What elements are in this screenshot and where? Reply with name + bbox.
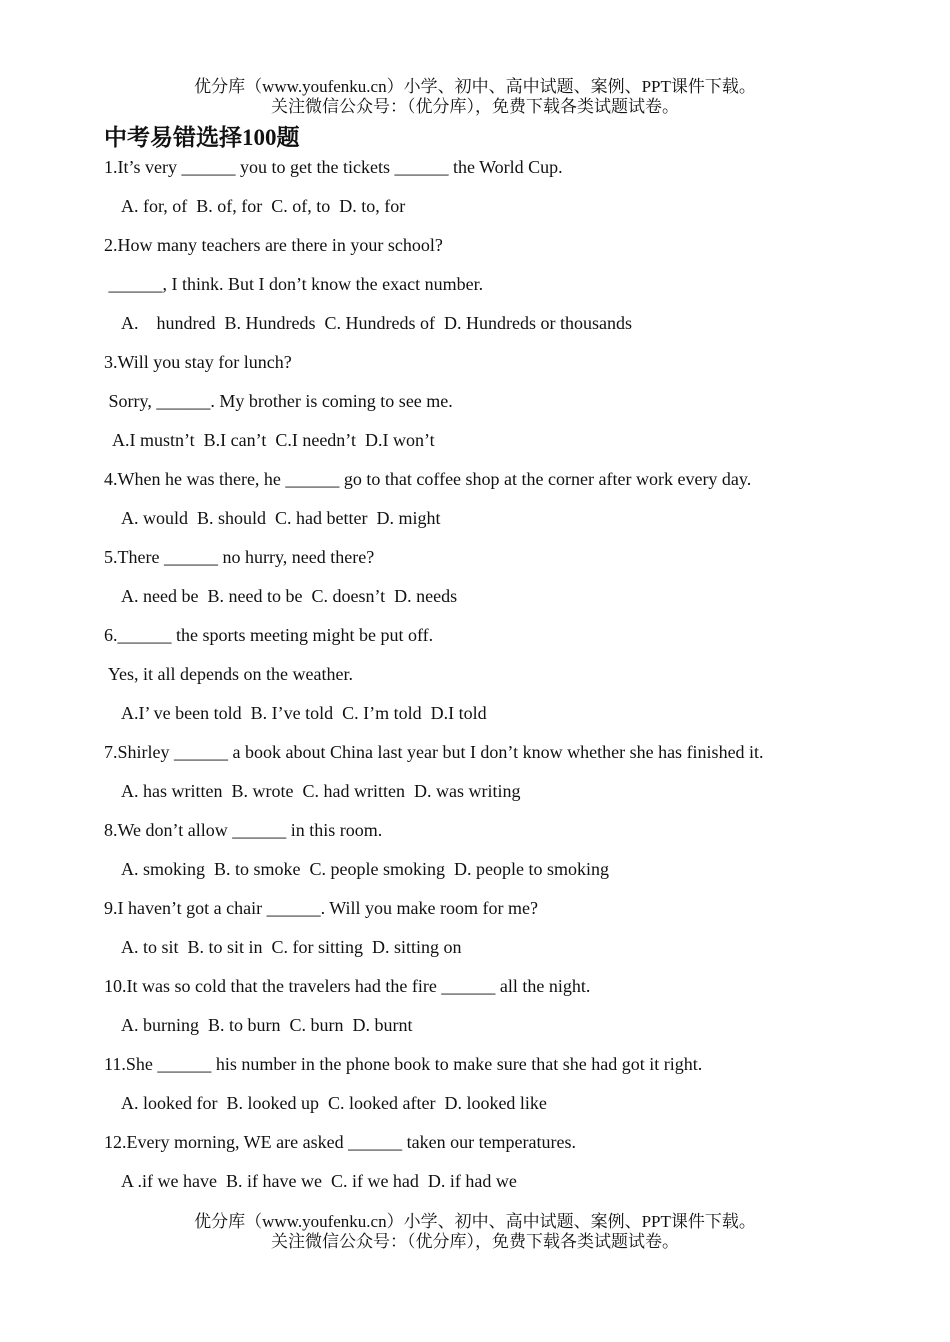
question-6-response: Yes, it all depends on the weather. (104, 664, 353, 684)
document-title: 中考易错选择100题 (104, 125, 300, 150)
page-header (0, 77, 950, 117)
question-10-options: A. burning B. to burn C. burn D. burnt (104, 1015, 413, 1035)
page-footer (0, 1212, 950, 1252)
question-7-options: A. has written B. wrote C. had written D. was writing (104, 781, 521, 801)
question-7-stem: 7.Shirley ______ a book about China last year but I don’t know whether she has finished it. (104, 742, 764, 762)
question-2-stem: 2.How many teachers are there in your school? (104, 235, 443, 255)
footer-line-1: 优分库（www.youfenku.cn）小学、初中、高中试题、案例、PPT课件下载。 (194, 1212, 756, 1231)
question-10-stem: 10.It was so cold that the travelers had the fire ______ all the night. (104, 976, 591, 996)
question-2-response: ______, I think. But I don’t know the exact number. (104, 274, 484, 294)
question-11-stem: 11.She ______ his number in the phone book to make sure that she had got it right. (104, 1054, 703, 1074)
question-3-options: A.I mustn’t B.I can’t C.I needn’t D.I won’t (104, 430, 435, 450)
question-11-options: A. looked for B. looked up C. looked after D. looked like (104, 1093, 547, 1113)
question-9-stem: 9.I haven’t got a chair ______. Will you make room for me? (104, 898, 538, 918)
question-3-stem: 3.Will you stay for lunch? (104, 352, 292, 372)
question-1-options: A. for, of B. of, for C. of, to D. to, for (104, 196, 406, 216)
question-12-options: A .if we have B. if have we C. if we had D. if had we (104, 1171, 517, 1191)
question-5-options: A. need be B. need to be C. doesn’t D. needs (104, 586, 458, 606)
question-12-stem: 12.Every morning, WE are asked ______ taken our temperatures. (104, 1132, 577, 1152)
question-2-options: A. hundred B. Hundreds C. Hundreds of D. Hundreds or thousands (104, 313, 632, 333)
question-5-stem: 5.There ______ no hurry, need there? (104, 547, 375, 567)
question-9-options: A. to sit B. to sit in C. for sitting D. sitting on (104, 937, 462, 957)
header-line-2: 关注微信公众号：（优分库），免费下载各类试题试卷。 (271, 97, 679, 116)
question-6-options: A.I’ ve been told B. I’ve told C. I’m told D.I told (104, 703, 487, 723)
question-1-stem: 1.It’s very ______ you to get the tickets ______ the World Cup. (104, 157, 563, 177)
question-list (104, 153, 924, 1206)
question-6-stem: 6.______ the sports meeting might be put off. (104, 625, 434, 645)
question-4-stem: 4.When he was there, he ______ go to that coffee shop at the corner after work every day. (104, 469, 752, 489)
question-8-options: A. smoking B. to smoke C. people smoking D. people to smoking (104, 859, 609, 879)
question-8-stem: 8.We don’t allow ______ in this room. (104, 820, 383, 840)
footer-line-2: 关注微信公众号：（优分库），免费下载各类试题试卷。 (271, 1232, 679, 1251)
question-4-options: A. would B. should C. had better D. might (104, 508, 441, 528)
header-line-1: 优分库（www.youfenku.cn）小学、初中、高中试题、案例、PPT课件下载。 (194, 77, 756, 96)
question-3-response: Sorry, ______. My brother is coming to see me. (104, 391, 453, 411)
